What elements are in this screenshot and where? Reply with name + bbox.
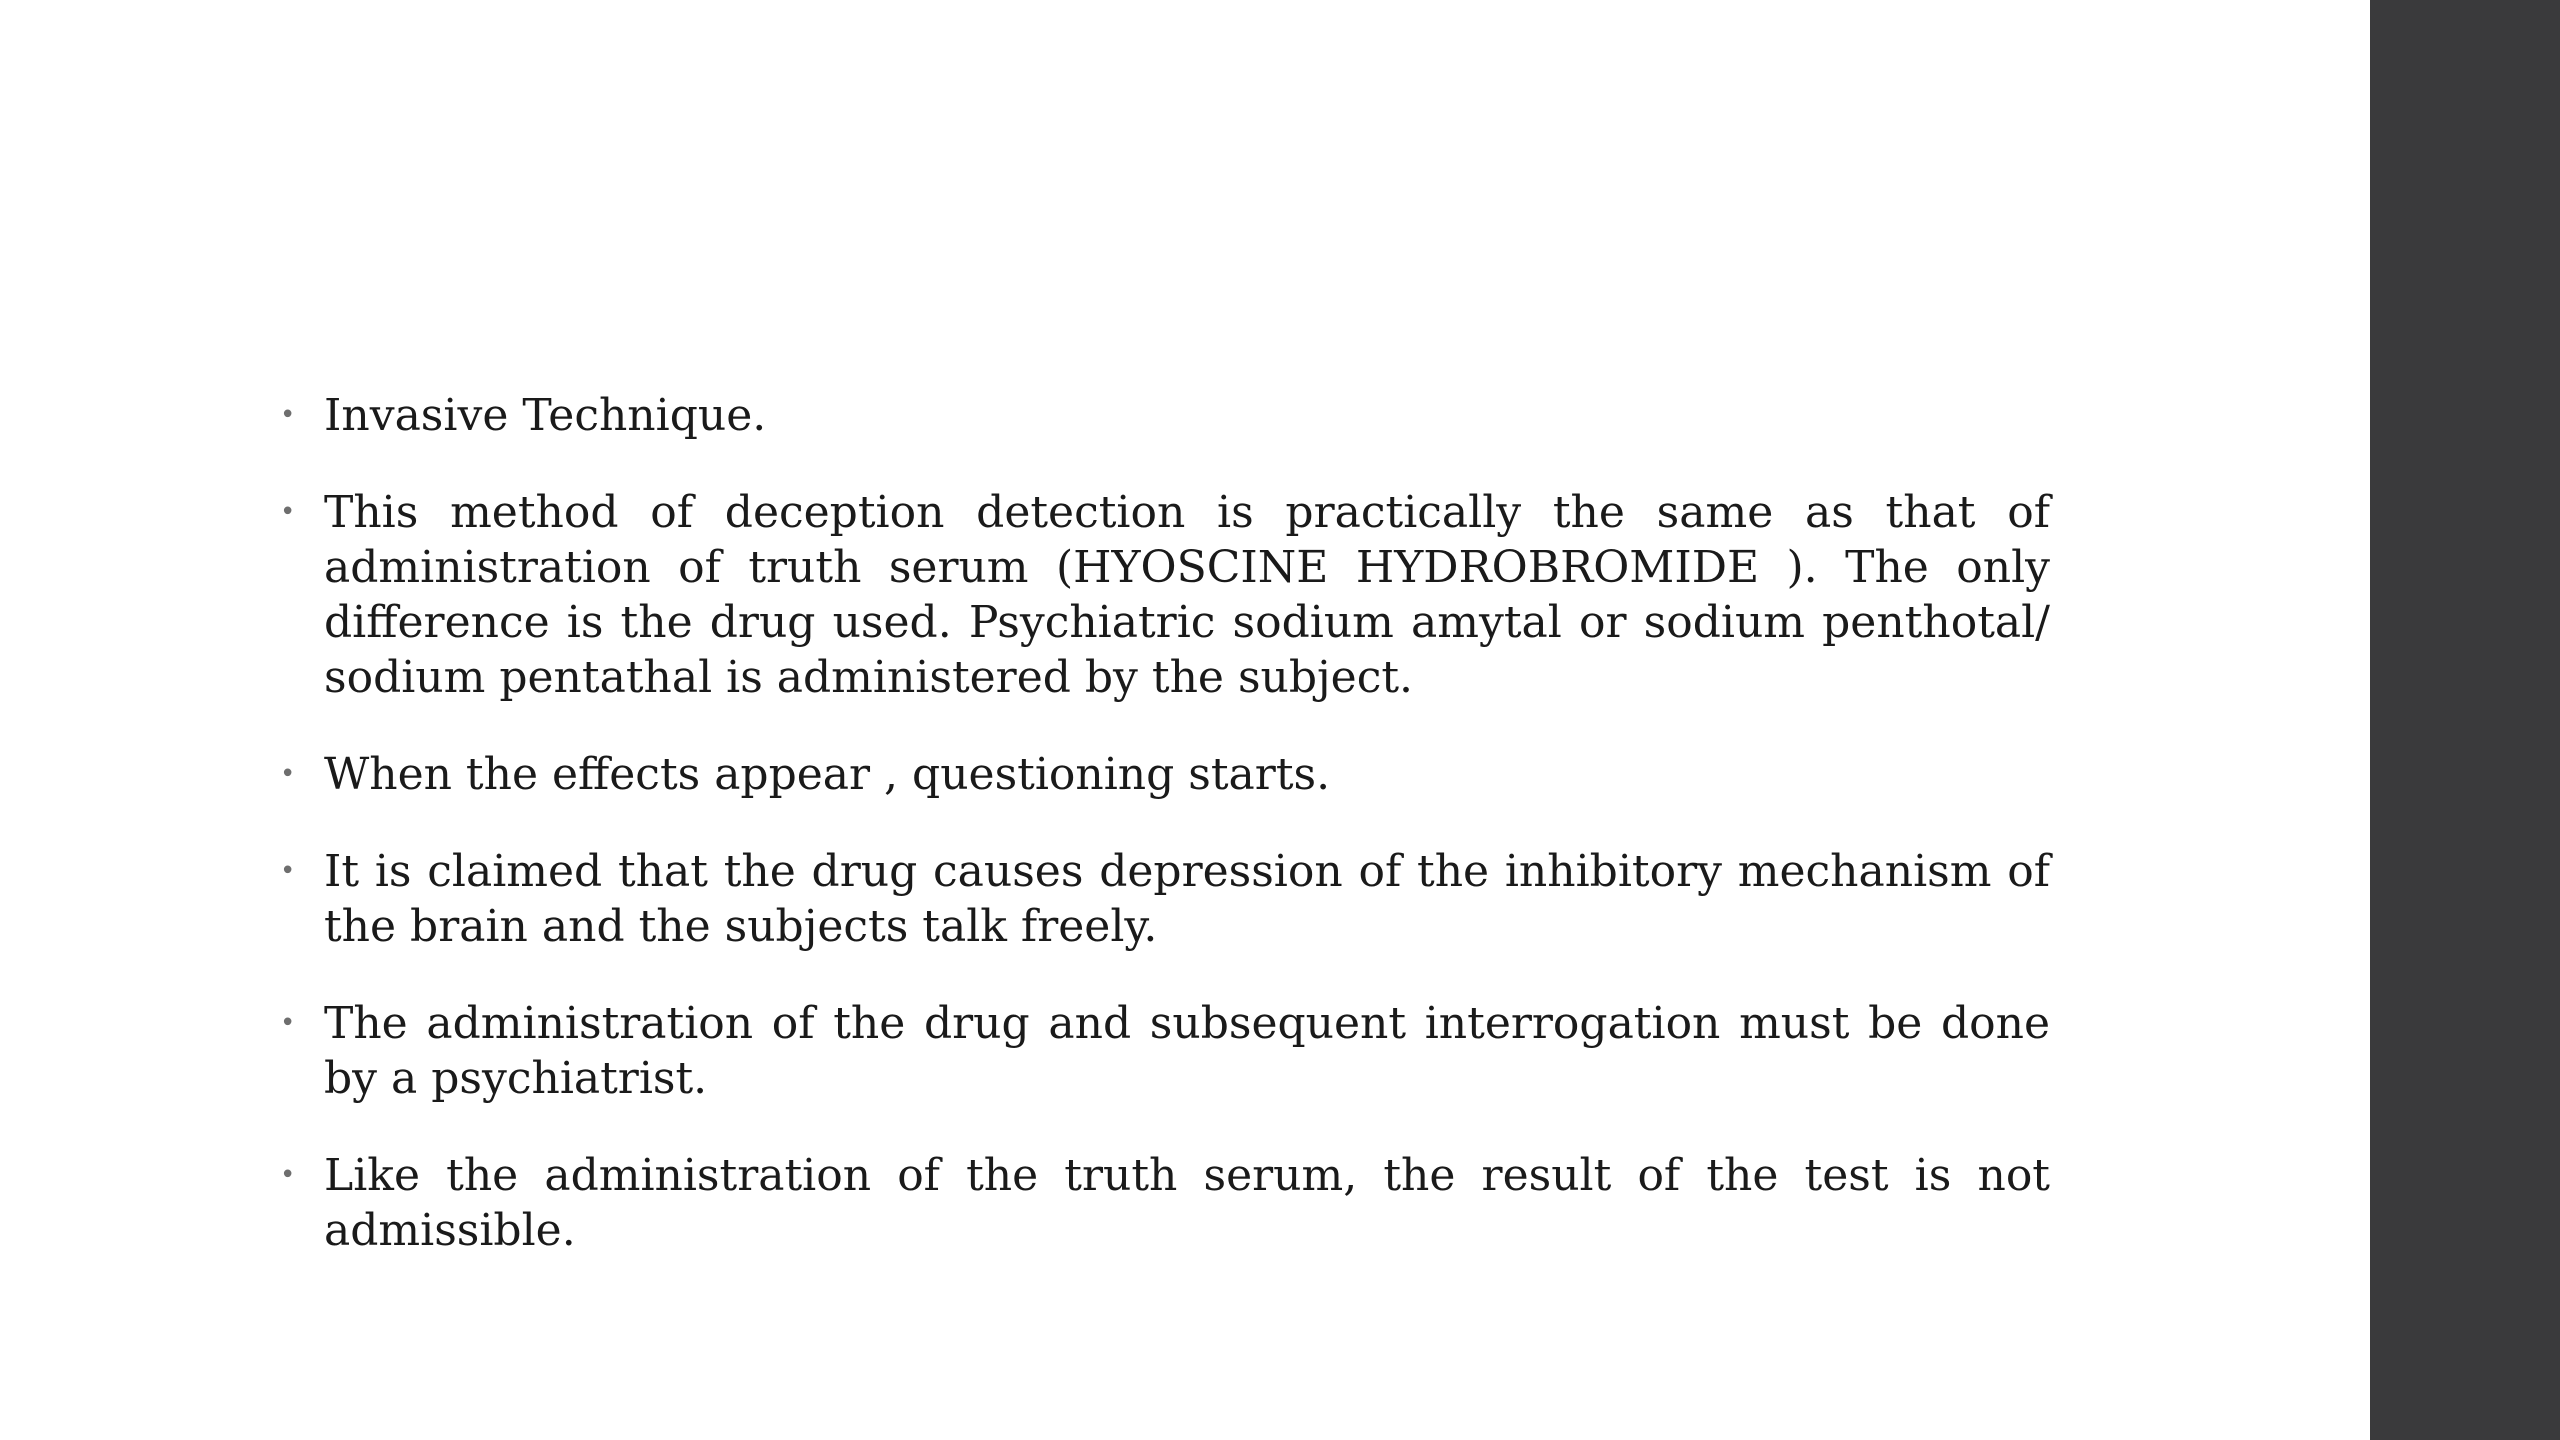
bullet-text: Invasive Technique.: [324, 390, 767, 441]
bullet-text: When the effects appear , questioning starts.: [324, 749, 1331, 800]
bullet-icon: •: [280, 856, 296, 886]
bullet-item-admissibility: [280, 1148, 2050, 1258]
bullet-icon: •: [280, 1008, 296, 1038]
bullet-item-psychiatrist: [280, 996, 2050, 1106]
bullet-icon: •: [280, 400, 296, 430]
bullet-text: This method of deception detection is practically the same as that of administration of truth serum (HYOSCINE HYDROBROMIDE ). The only difference is the drug used. Psychiatric sodium amytal or sodium penthotal/ sodium pentathal is administered by the subject.: [324, 487, 2050, 703]
bullet-item-drug-effect: [280, 844, 2050, 954]
bullet-item-method-description: [280, 485, 2050, 705]
bullet-text: It is claimed that the drug causes depression of the inhibitory mechanism of the brain and the subjects talk freely.: [324, 846, 2050, 952]
bullet-item-questioning: [280, 747, 2050, 802]
bullet-icon: •: [280, 759, 296, 789]
bullet-text: Like the administration of the truth serum, the result of the test is not admissible.: [324, 1150, 2050, 1256]
bullet-icon: •: [280, 497, 296, 527]
side-accent-bar: [2370, 0, 2560, 1440]
bullet-list: [280, 388, 2050, 1300]
bullet-icon: •: [280, 1160, 296, 1190]
bullet-text: The administration of the drug and subsequent interrogation must be done by a psychiatrist.: [324, 998, 2050, 1104]
bullet-item-invasive-technique: [280, 388, 2050, 443]
